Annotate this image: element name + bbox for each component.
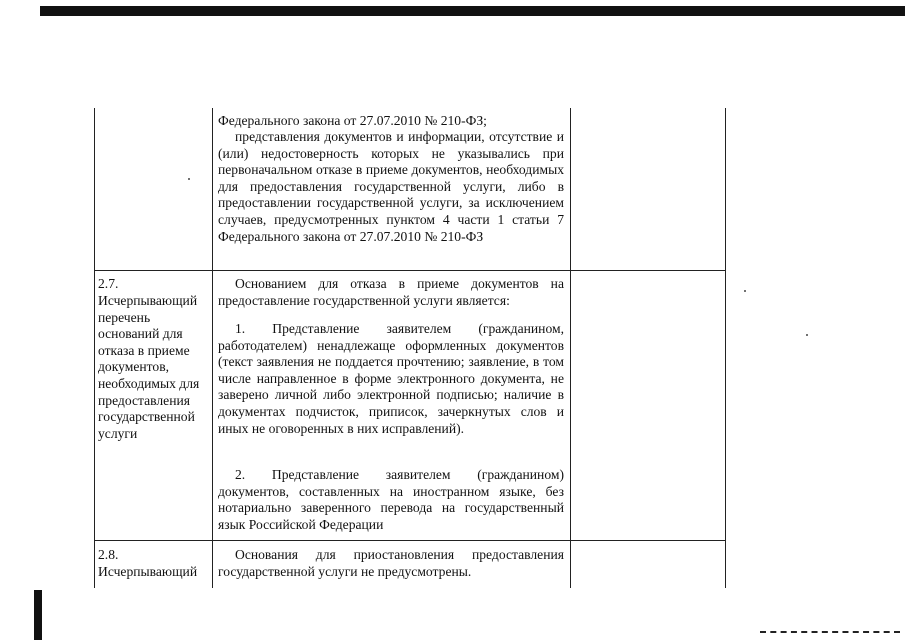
- row-content-paragraph: 2. Представление заявителем (гражданином) документов, составленных на иностранном языке, без нотариально заверенного перевода на государственный язык Российской Федерации: [218, 467, 564, 532]
- row-content-paragraph: Основанием для отказа в приеме документов на предоставление государственной услуги является:: [218, 276, 564, 308]
- scan-top-border: [40, 6, 905, 16]
- row-content-paragraph: Федерального закона от 27.07.2010 № 210-ФЗ;: [218, 113, 487, 128]
- scan-bottom-mark: [760, 631, 900, 635]
- row-content-paragraph: 1. Представление заявителем (гражданином, работодателем) ненадлежаще оформленных документов (текст заявления не поддается прочтению; заявление, в том числе направленное в форме электронного документа, не заверено личной либо электронной подписью; наличие в документах подчисток, приписок, зачеркнутых слов и иных не оговоренных в них исправлений).: [218, 321, 564, 436]
- row-title: Исчерпывающий: [98, 564, 198, 579]
- scan-speck: [188, 178, 190, 180]
- row-title: Исчерпывающий перечень оснований для отказа в приеме документов, необходимых для предоставления государственной услуги: [98, 293, 200, 441]
- row-content-paragraph: Основания для приостановления предоставления государственной услуги не предусмотрены.: [218, 547, 564, 579]
- scan-speck: [806, 334, 808, 336]
- scan-left-edge: [34, 590, 42, 640]
- scan-speck: [744, 290, 746, 292]
- row-number: 2.8.: [98, 547, 119, 562]
- table-border-left: [94, 108, 95, 588]
- table-border-right: [725, 108, 726, 588]
- table-divider-1: [212, 108, 213, 588]
- row-content-paragraph: представления документов и информации, отсутствие и (или) недостоверность которых не указывались при первоначальном отказе в приеме документов, необходимых для предоставления государственной услуги, либо в предоставлении государственной услуги, за исключением случаев, предусмотренных пунктом 4 части 1 статьи 7 Федерального закона от 27.07.2010 № 210-ФЗ: [218, 129, 564, 244]
- row-number: 2.7.: [98, 276, 119, 291]
- table-divider-2: [570, 108, 571, 588]
- row-separator-2: [94, 540, 726, 541]
- row-separator-1: [94, 270, 726, 271]
